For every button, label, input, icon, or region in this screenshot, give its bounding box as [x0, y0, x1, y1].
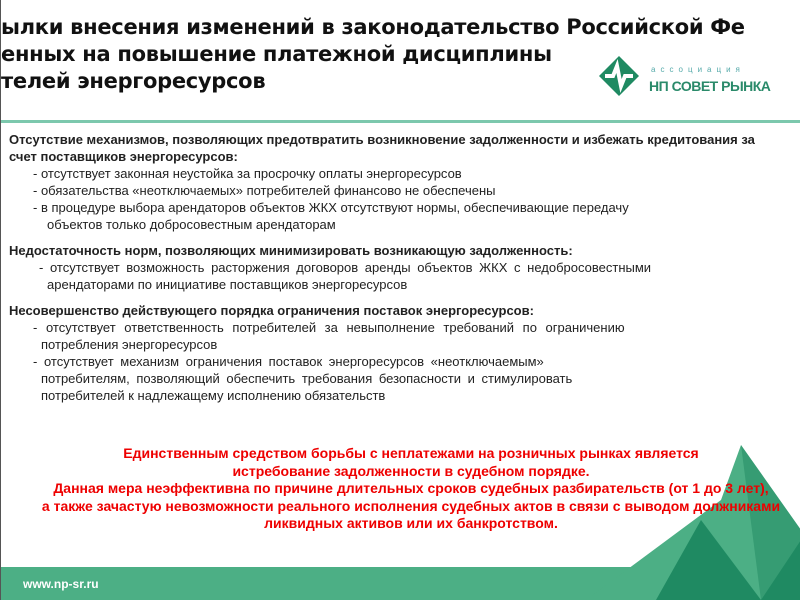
section-heading: Несовершенство действующего порядка ограничения поставок энергоресурсов: — [9, 303, 534, 318]
list-item: потребления энергоресурсов — [41, 337, 218, 352]
logo-name: НП СОВЕТ РЫНКА — [649, 78, 771, 94]
conclusion-line: истребование задолженности в судебном порядке. — [232, 462, 590, 479]
list-item: - отсутствует законная неустойка за просрочку оплаты энергоресурсов — [33, 166, 462, 181]
conclusion-text — [41, 445, 781, 533]
conclusion-line: Данная мера неэффективна по причине длительных сроков судебных разбирательств (от 1 до 3 лет), — [53, 480, 769, 496]
conclusion-line: а также зачастую невозможности реального исполнения судебных актов в связи с выводом должниками ликвидных активов или их банкротством. — [41, 497, 781, 531]
list-item: потребителей к надлежащему исполнению обязательств — [41, 388, 386, 403]
footer-url[interactable]: www.np-sr.ru — [23, 577, 99, 591]
section-heading: Недостаточность норм, позволяющих минимизировать возникающую задолженность: — [9, 243, 573, 258]
list-item: арендаторами по инициативе поставщиков энергоресурсов — [47, 277, 408, 292]
list-item: - отсутствует ответственность потребителей за невыполнение требований по ограничению — [33, 320, 625, 335]
conclusion-line: Единственным средством борьбы с неплатежами на розничных рынках является — [123, 445, 699, 461]
list-item: - обязательства «неотключаемых» потребителей финансово не обеспечены — [33, 183, 496, 198]
list-item: - отсутствует механизм ограничения поставок энергоресурсов «неотключаемым» — [33, 354, 544, 369]
title-line: енных на повышение платежной дисциплины — [1, 42, 552, 66]
list-item: потребителям, позволяющий обеспечить требования безопасности и стимулировать — [41, 371, 573, 386]
list-item: объектов только добросовестным арендаторам — [47, 217, 336, 232]
list-item: - отсутствует возможность расторжения договоров аренды объектов ЖКХ с недобросовестными — [39, 260, 652, 275]
list-item: - в процедуре выбора арендаторов объектов ЖКХ отсутствуют нормы, обеспечивающие передачу — [33, 200, 629, 215]
section-heading: Отсутствие механизмов, позволяющих предотвратить возникновение задолженности и избежать кредитования за счет поставщиков энергоресурсов: — [9, 132, 755, 164]
title-line: ылки внесения изменений в законодательство Российской Фе — [1, 15, 745, 39]
title-line: телей энергоресурсов — [1, 69, 266, 93]
logo-subtitle: ассоциация — [651, 65, 745, 74]
